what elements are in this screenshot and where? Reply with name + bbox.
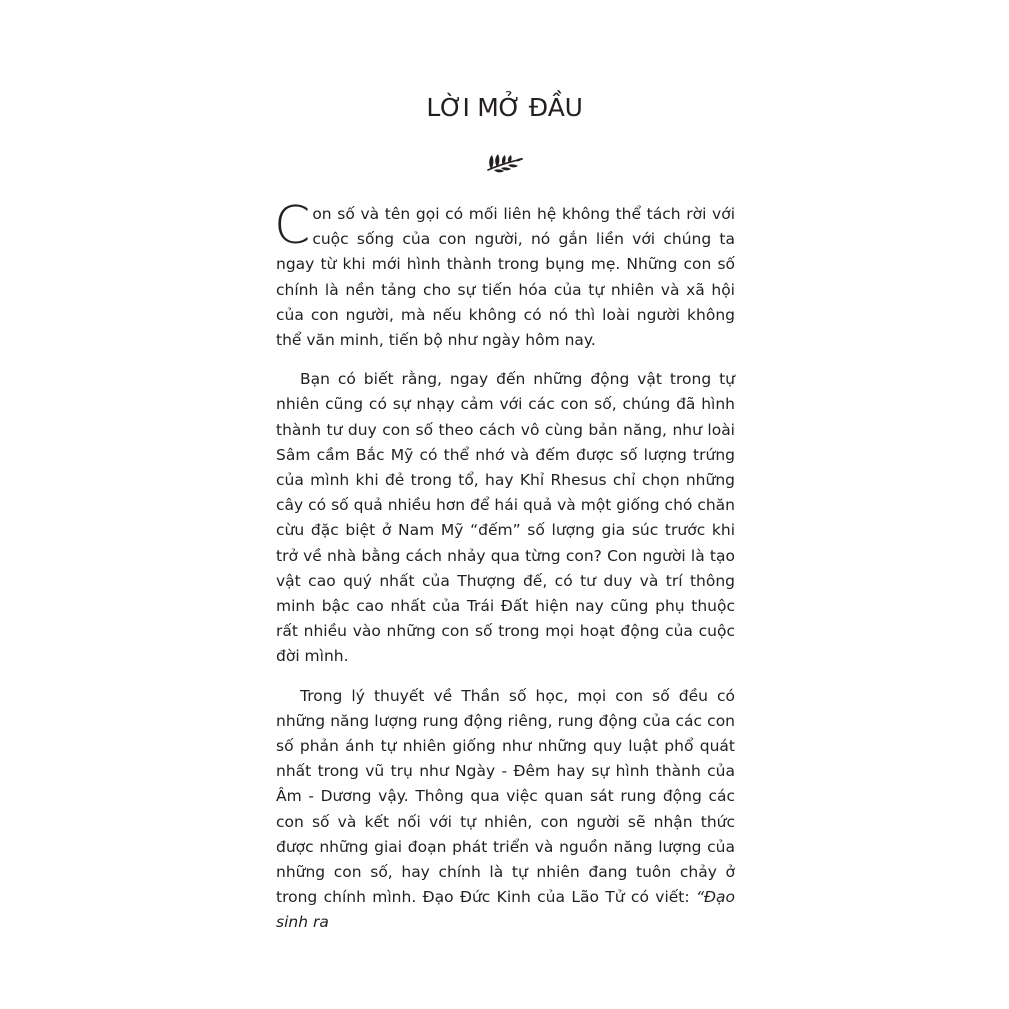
paragraph-2: Bạn có biết rằng, ngay đến những động vật trong tự nhiên cũng có sự nhạy cảm với các con số, chúng đã hình thành tư duy con số theo cách vô cùng bản năng, như loài Sâm cầm Bắc Mỹ có thể nhớ và đếm được số lượng trứng của mình khi đẻ trong tổ, hay Khỉ Rhesus chỉ chọn những cây có số quả nhiều hơn để hái quả và một giống chó chăn cừu đặc biệt ở Nam Mỹ “đếm” số lượng gia súc trước khi trở về nhà bằng cách nhảy qua từng con? Con người là tạo vật cao quý nhất của Thượng đế, có tư duy và trí thông minh bậc cao nhất của Trái Đất hiện nay cũng phụ thuộc rất nhiều vào những con số trong mọi hoạt động của cuộc đời mình. [276, 370, 735, 666]
paragraph-3-text: Trong lý thuyết về Thần số học, mọi con số đều có những năng lượng rung động riêng, rung động của các con số phản ánh tự nhiên giống như những quy luật phổ quát nhất trong vũ trụ như Ngày - Đêm hay sự hình thành của Âm - Dương vậy. Thông qua việc quan sát rung động các con số và kết nối với tự nhiên, con người sẽ nhận thức được những giai đoạn phát triển và nguồn năng lượng của những con số, hay chính là tự nhiên đang tuôn chảy ở trong chính mình. Đạo Đức Kinh của Lão Tử có viết: [276, 686, 735, 907]
leaf-sprig-icon [485, 150, 525, 176]
drop-cap: C [274, 196, 311, 256]
body-text [274, 196, 735, 950]
paragraph-1-text: on số và tên gọi có mối liên hệ không thể tách rời với cuộc sống của con người, nó gắn liền với chúng ta ngay từ khi mới hình thành trong bụng mẹ. Những con số chính là nền tảng cho sự tiến hóa của tự nhiên và xã hội của con người, mà nếu không có nó thì loài người không thể văn minh, tiến bộ như ngày hôm nay. [276, 205, 735, 350]
paragraph-1 [274, 196, 735, 353]
paragraph-3 [276, 684, 735, 936]
quote-start: “Đạo sinh ra [276, 888, 735, 932]
page-title: LỜI MỞ ĐẦU [426, 93, 583, 122]
